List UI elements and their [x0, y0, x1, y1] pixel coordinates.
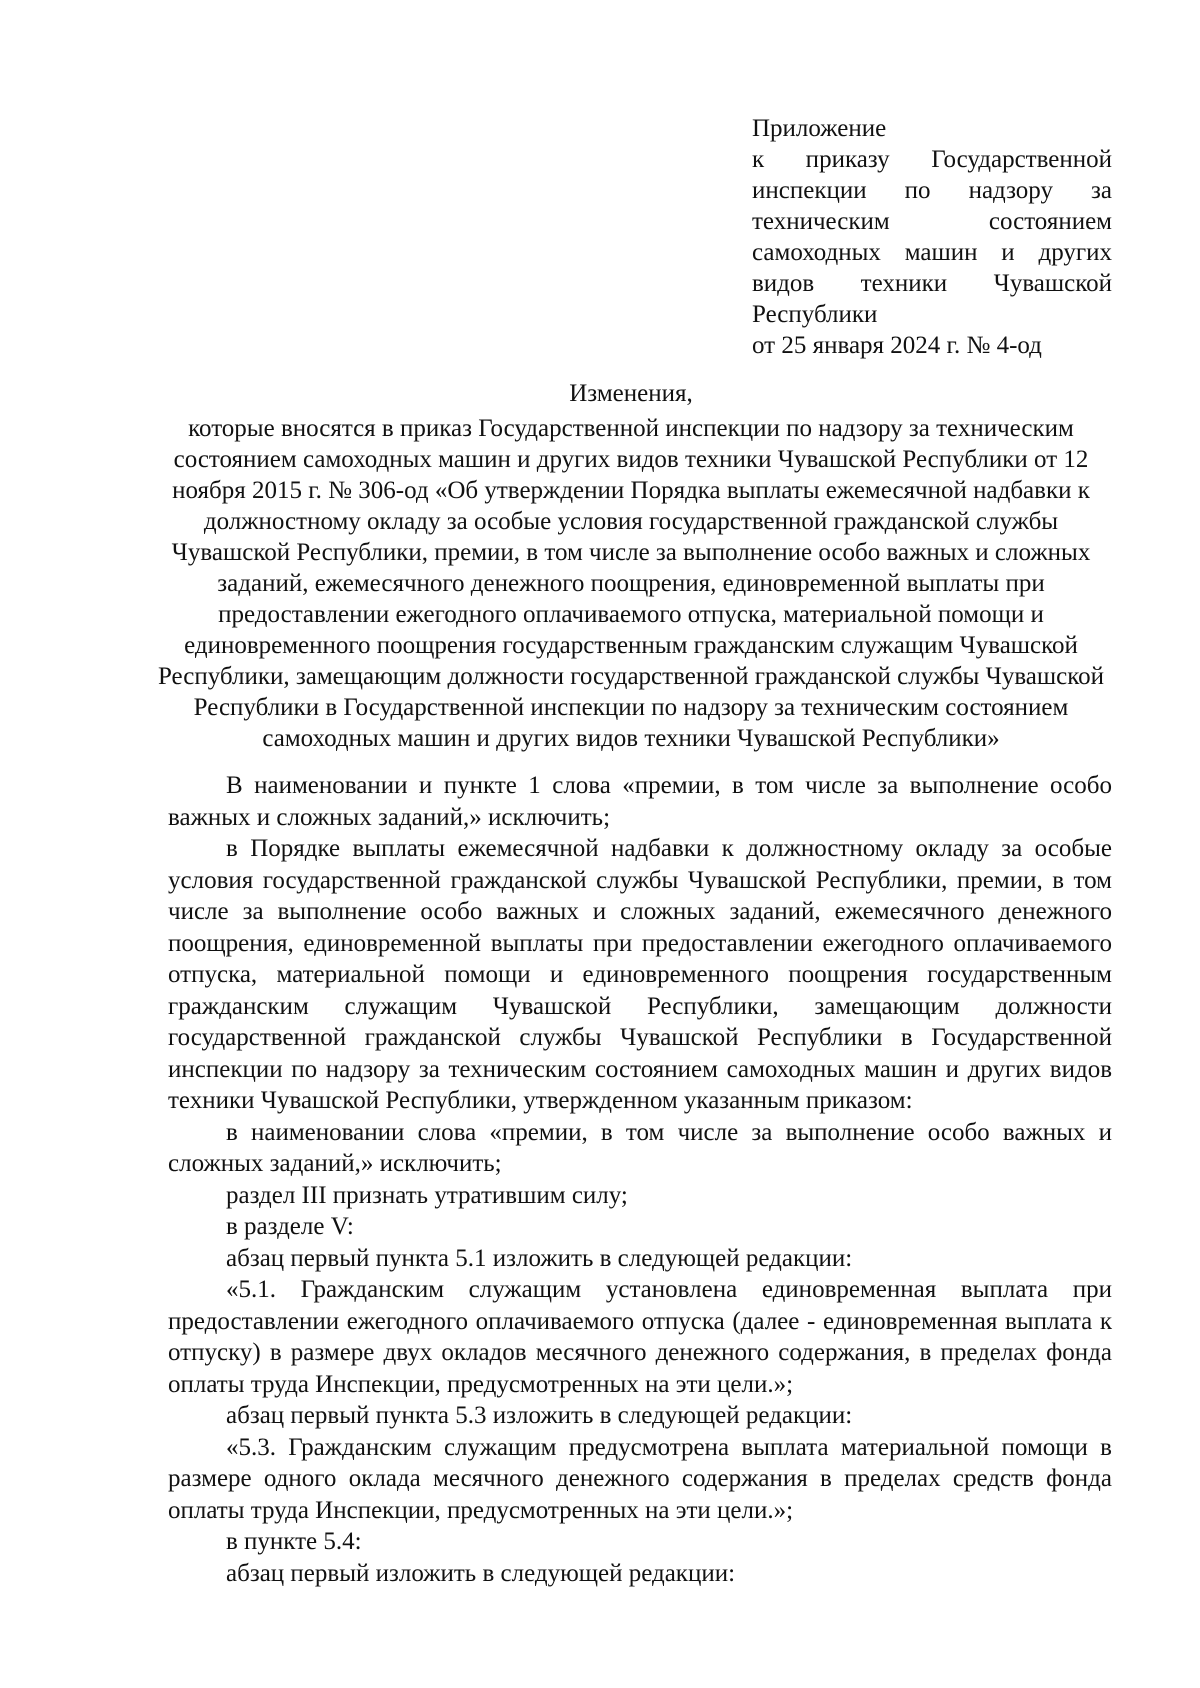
body-paragraph: абзац первый изложить в следующей редакции:	[226, 1559, 736, 1587]
body-paragraph: в пункте 5.4:	[226, 1528, 362, 1555]
body-paragraph: абзац первый пункта 5.1 изложить в следующей редакции:	[226, 1244, 853, 1272]
appendix-order-date: от 25 января 2024 г. № 4-од	[752, 332, 1042, 359]
body-paragraph: В наименовании и пункте 1 слова «премии, в том числе за выполнение особо важных и сложных заданий,» исключить;	[168, 772, 1112, 831]
body-paragraph: в разделе V:	[226, 1213, 354, 1240]
title-heading: Изменения,	[569, 380, 693, 407]
body-paragraph: «5.3. Гражданским служащим предусмотрена выплата материальной помощи в размере одного оклада месячного денежного содержания в пределах средств фонда оплаты труда Инспекции, предусмотренных на эти цели.»;	[168, 1433, 1112, 1524]
document-title	[150, 378, 1112, 754]
body-paragraph: раздел III признать утратившим силу;	[226, 1181, 628, 1209]
appendix-order-reference: к приказу Государственной инспекции по надзору за техническим состоянием самоходных машин и других видов техники Чувашской Республики	[752, 146, 1112, 328]
appendix-label: Приложение	[752, 115, 887, 142]
title-subtitle: которые вносятся в приказ Государственной инспекции по надзору за техническим состоянием самоходных машин и других видов техники Чувашской Республики от 12 ноября 2015 г. № 306-од «Об утверждении Порядка выплаты ежемесячной надбавки к должностному окладу за особые условия государственной гражданской службы Чувашской Республики, премии, в том числе за выполнение особо важных и сложных заданий, ежемесячного денежного поощрения, единовременной выплаты при предоставлении ежегодного оплачиваемого отпуска, материальной помощи и единовременного поощрения государственным гражданским служащим Чувашской Республики, замещающим должности государственной гражданской службы Чувашской Республики в Государственной инспекции по надзору за техническим состоянием самоходных машин и других видов техники Чувашской Республики»	[157, 415, 1105, 752]
appendix-header	[752, 113, 1112, 361]
document-body	[168, 770, 1112, 1589]
body-paragraph: в Порядке выплаты ежемесячной надбавки к должностному окладу за особые условия государственной гражданской службы Чувашской Республики, премии, в том числе за выполнение особо важных и сложных заданий, ежемесячного денежного поощрения, единовременной выплаты при предоставлении ежегодного оплачиваемого отпуска, материальной помощи и единовременного поощрения государственным гражданским служащим Чувашской Республики, замещающим должности государственной гражданской службы Чувашской Республики в Государственной инспекции по надзору за техническим состоянием самоходных машин и других видов техники Чувашской Республики, утвержденном указанным приказом:	[168, 835, 1112, 1114]
body-paragraph: абзац первый пункта 5.3 изложить в следующей редакции:	[226, 1402, 853, 1429]
body-paragraph: в наименовании слова «премии, в том числе за выполнение особо важных и сложных заданий,» исключить;	[168, 1118, 1112, 1177]
body-paragraph: «5.1. Гражданским служащим установлена единовременная выплата при предоставлении ежегодного оплачиваемого отпуска (далее - единовременная выплата к отпуску) в размере двух окладов месячного денежного содержания, в пределах фонда оплаты труда Инспекции, предусмотренных на эти цели.»;	[168, 1276, 1112, 1398]
